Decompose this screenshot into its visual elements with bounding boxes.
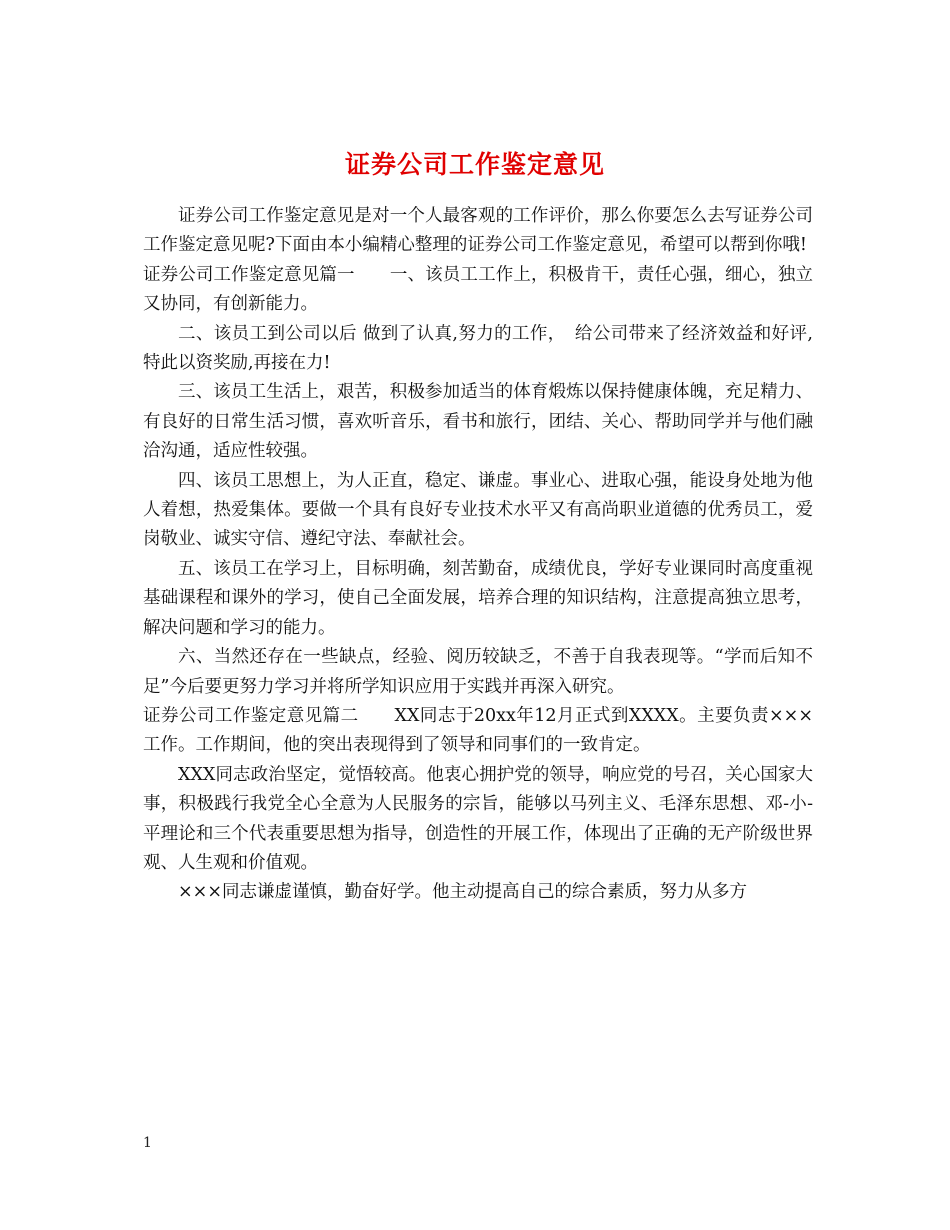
paragraph: 六、当然还存在一些缺点，经验、阅历较缺乏，不善于自我表现等。“学而后知不足”今后要更努力学习并将所学知识应用于实践并再深入研究。: [143, 647, 813, 697]
page-number: 1: [143, 1135, 152, 1151]
document-title: 证券公司工作鉴定意见: [344, 149, 605, 179]
paragraph: XXX同志政治坚定，觉悟较高。他衷心拥护党的领导，响应党的号召，关心国家大事，积极践行我党全心全意为人民服务的宗旨，能够以马列主义、毛泽东思想、邓-小-平理论和三个代表重要思想为指导，创造性的开展工作，体现出了正确的无产阶级世界观、人生观和价值观。: [143, 764, 813, 873]
paragraph: ×××同志谦虚谨慎，勤奋好学。他主动提高自己的综合素质，努力从多方: [178, 882, 747, 903]
paragraph: 证券公司工作鉴定意见篇一 一、该员工工作上，积极肯干，责任心强，细心，独立又协同，有创新能力。: [143, 264, 813, 315]
document-body: [143, 202, 813, 908]
paragraph: 四、该员工思想上，为人正直，稳定、谦虚。事业心、进取心强，能设身处地为他人着想，热爱集体。要做一个具有良好专业技术水平又有高尚职业道德的优秀员工，爱岗敬业、诚实守信、遵纪守法、奉献社会。: [143, 470, 813, 550]
paragraph: 三、该员工生活上，艰苦，积极参加适当的体育煅炼以保持健康体魄，充足精力、有良好的日常生活习惯，喜欢听音乐，看书和旅行，团结、关心、帮助同学并与他们融洽沟通，适应性较强。: [143, 382, 813, 462]
paragraph: 证券公司工作鉴定意见是对一个人最客观的工作评价，那么你要怎么去写证券公司工作鉴定意见呢?下面由本小编精心整理的证券公司工作鉴定意见，希望可以帮到你哦!: [143, 206, 813, 256]
paragraph: 二、该员工到公司以后 做到了认真,努力的工作， 给公司带来了经济效益和好评,特此以资奖励,再接在力!: [143, 323, 813, 374]
paragraph: 证券公司工作鉴定意见篇二 XX同志于20xx年12月正式到XXXX。主要负责×××工作。工作期间，他的突出表现得到了领导和同事们的一致肯定。: [143, 705, 813, 756]
paragraph: 五、该员工在学习上，目标明确，刻苦勤奋，成绩优良，学好专业课同时高度重视基础课程和课外的学习，使自己全面发展，培养合理的知识结构，注意提高独立思考，解决问题和学习的能力。: [143, 558, 813, 638]
